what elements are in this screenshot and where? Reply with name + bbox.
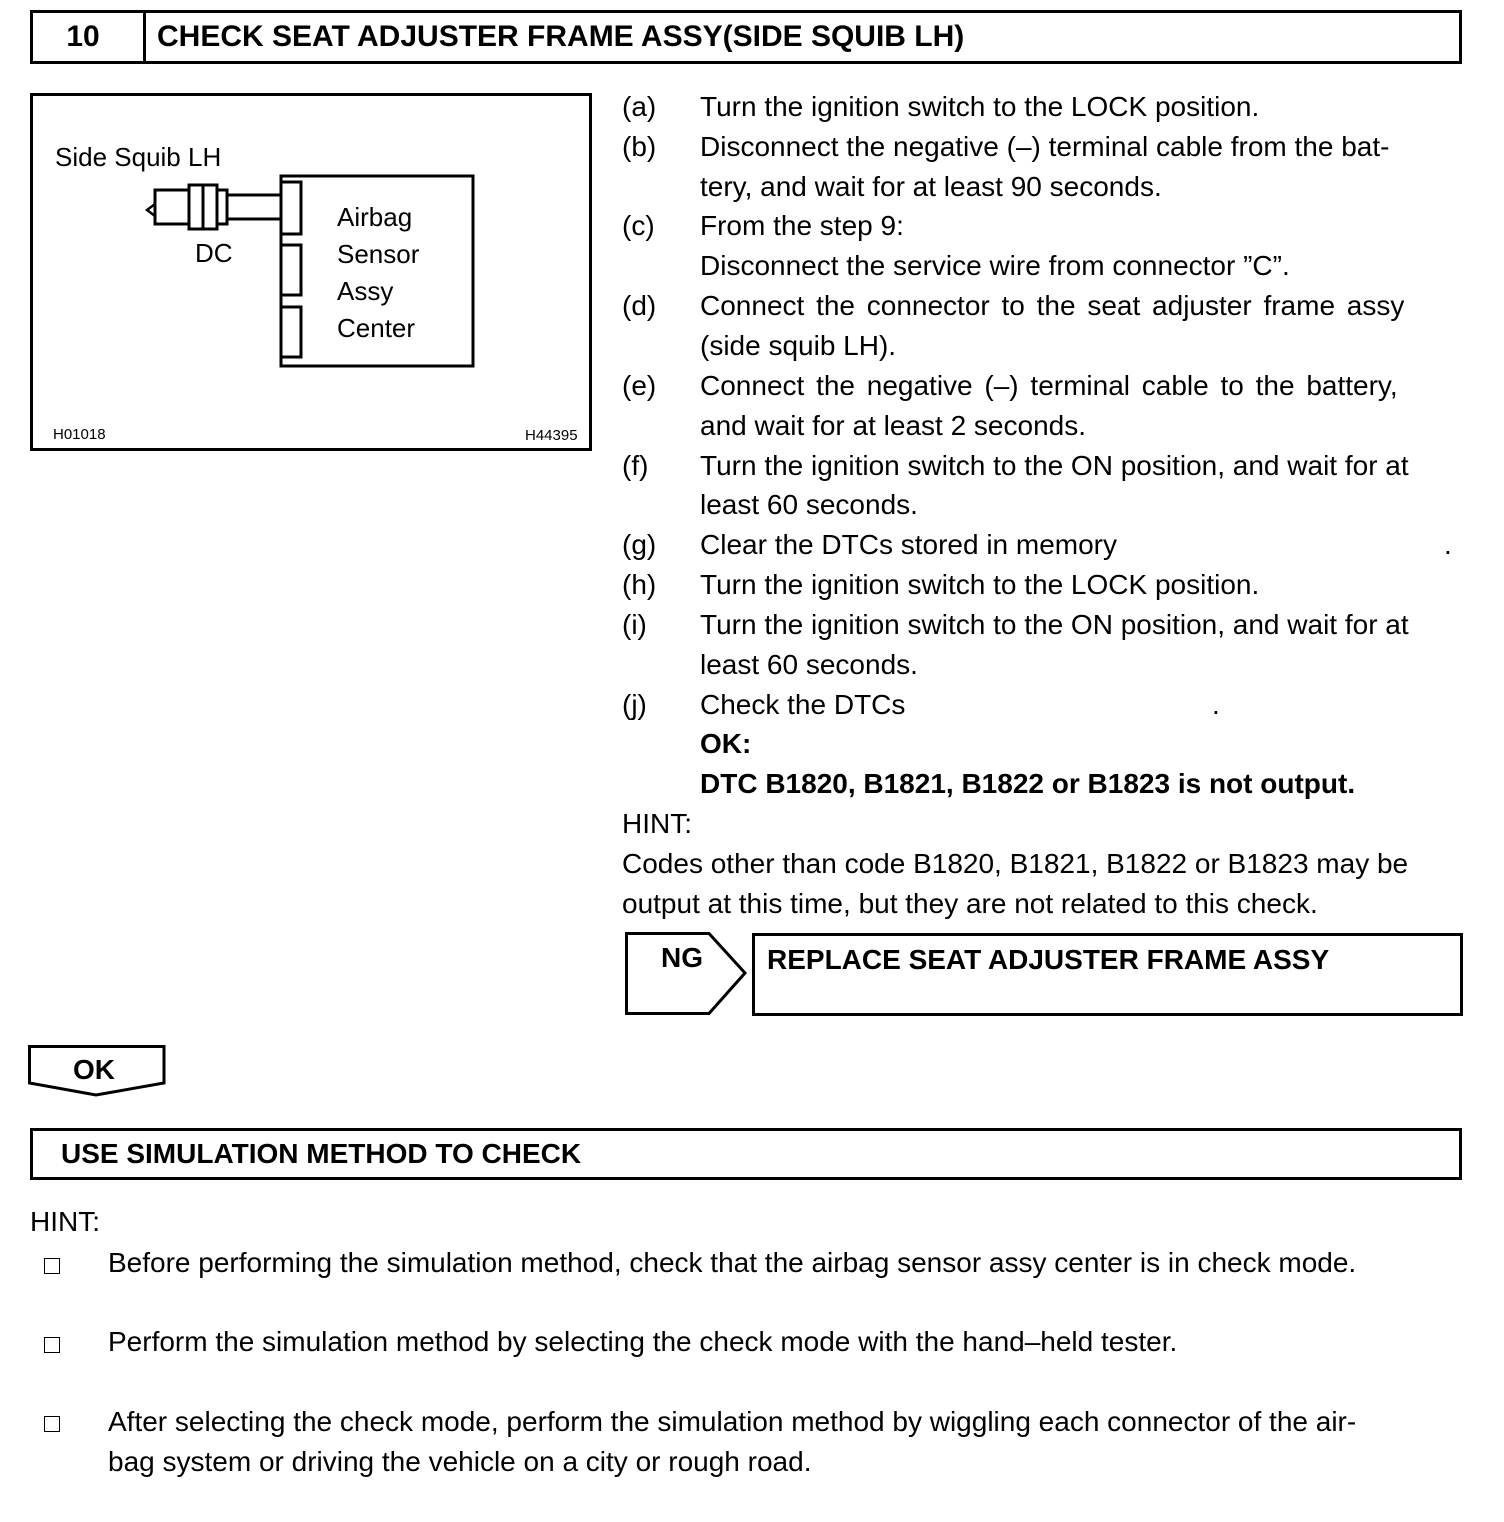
ng-result-text: REPLACE SEAT ADJUSTER FRAME ASSY — [767, 944, 1330, 975]
step-number-cell — [33, 13, 146, 61]
procedure-text: Connect the connector to the seat adjuster frame assy — [700, 290, 1405, 321]
result-text: USE SIMULATION METHOD TO CHECK — [61, 1138, 582, 1169]
procedure-text: Turn the ignition switch to the LOCK position. — [700, 91, 1260, 122]
checkbox-bullet-icon — [44, 1258, 60, 1274]
sensor-connector-pin-2 — [281, 245, 301, 295]
result-box — [30, 1128, 1462, 1180]
side-squib-label: Side Squib LH — [55, 142, 222, 172]
procedure-letter: (f) — [622, 450, 649, 481]
procedure-letter: (c) — [622, 210, 655, 241]
procedure-letter: (i) — [622, 609, 647, 640]
hint-bullet-text: Perform the simulation method by selecting the check mode with the hand–held tester. — [108, 1326, 1178, 1357]
procedure-text: Clear the DTCs stored in memory — [700, 529, 1118, 560]
procedure-text: least 60 seconds. — [700, 489, 918, 520]
procedure-text: and wait for at least 2 seconds. — [700, 410, 1086, 441]
hint-bullet-text: Before performing the simulation method, check that the airbag sensor assy center is in check mode. — [108, 1247, 1357, 1278]
hint-text: Codes other than code B1820, B1821, B1822 or B1823 may be — [622, 848, 1409, 879]
dc-label: DC — [195, 238, 233, 268]
procedure-text: Check the DTCs — [700, 689, 906, 720]
procedure-text: least 60 seconds. — [700, 649, 918, 680]
hint-label: HINT: — [30, 1206, 100, 1237]
ng-label: NG — [661, 942, 703, 973]
procedure-letter: (b) — [622, 131, 657, 162]
sensor-label-line: Airbag — [337, 202, 413, 232]
procedure-text: Turn the ignition switch to the ON position, and wait for at — [700, 609, 1409, 640]
procedure-text: Disconnect the service wire from connector ”C”. — [700, 250, 1290, 281]
procedure-text: Turn the ignition switch to the ON position, and wait for at — [700, 450, 1409, 481]
hint-bullet-text: bag system or driving the vehicle on a city or rough road. — [108, 1446, 812, 1477]
procedure-letter: (h) — [622, 569, 657, 600]
wire-harness — [227, 195, 281, 219]
procedure-letter: (e) — [622, 370, 657, 401]
procedure-text: Connect the negative (–) terminal cable to the battery, — [700, 370, 1398, 401]
procedure-trailing-period: . — [1212, 689, 1220, 720]
step-title: CHECK SEAT ADJUSTER FRAME ASSY(SIDE SQUIB LH) — [157, 20, 965, 53]
procedure-letter: (d) — [622, 290, 657, 321]
procedure-text: tery, and wait for at least 90 seconds. — [700, 171, 1162, 202]
sensor-connector-pin-3 — [281, 307, 301, 357]
checkbox-bullet-icon — [44, 1416, 60, 1432]
hint-text: output at this time, but they are not related to this check. — [622, 888, 1318, 919]
procedure-letter: (a) — [622, 91, 657, 122]
ok-condition-label: OK: — [700, 728, 752, 759]
sensor-label-line: Sensor — [337, 239, 420, 269]
hint-label: HINT: — [622, 808, 692, 839]
sensor-label-line: Assy — [337, 276, 394, 306]
checkbox-bullet-icon — [44, 1337, 60, 1353]
figure-code-right: H44395 — [525, 427, 578, 444]
dc-connector-inner-left — [189, 185, 203, 229]
sensor-connector-pin-1 — [281, 182, 301, 234]
step-number: 10 — [66, 20, 100, 53]
wiring-diagram — [30, 93, 592, 451]
procedure-text: Disconnect the negative (–) terminal cable from the bat- — [700, 131, 1390, 162]
procedure-text: Turn the ignition switch to the LOCK position. — [700, 569, 1260, 600]
procedure-trailing-period: . — [1444, 529, 1452, 560]
ng-result-box — [752, 933, 1463, 1016]
procedure-letter: (j) — [622, 689, 647, 720]
procedure-text: From the step 9: — [700, 210, 904, 241]
figure-code-left: H01018 — [53, 426, 106, 443]
ok-label: OK — [73, 1054, 115, 1085]
dc-connector-inner-right — [203, 185, 217, 229]
procedure-text: (side squib LH). — [700, 330, 897, 361]
step-header — [30, 10, 1462, 64]
hint-bullet-text: After selecting the check mode, perform the simulation method by wiggling each connector of the air- — [108, 1406, 1357, 1437]
ok-condition-text: DTC B1820, B1821, B1822 or B1823 is not output. — [700, 768, 1356, 799]
procedure-letter: (g) — [622, 529, 657, 560]
sensor-label-line: Center — [337, 313, 416, 343]
